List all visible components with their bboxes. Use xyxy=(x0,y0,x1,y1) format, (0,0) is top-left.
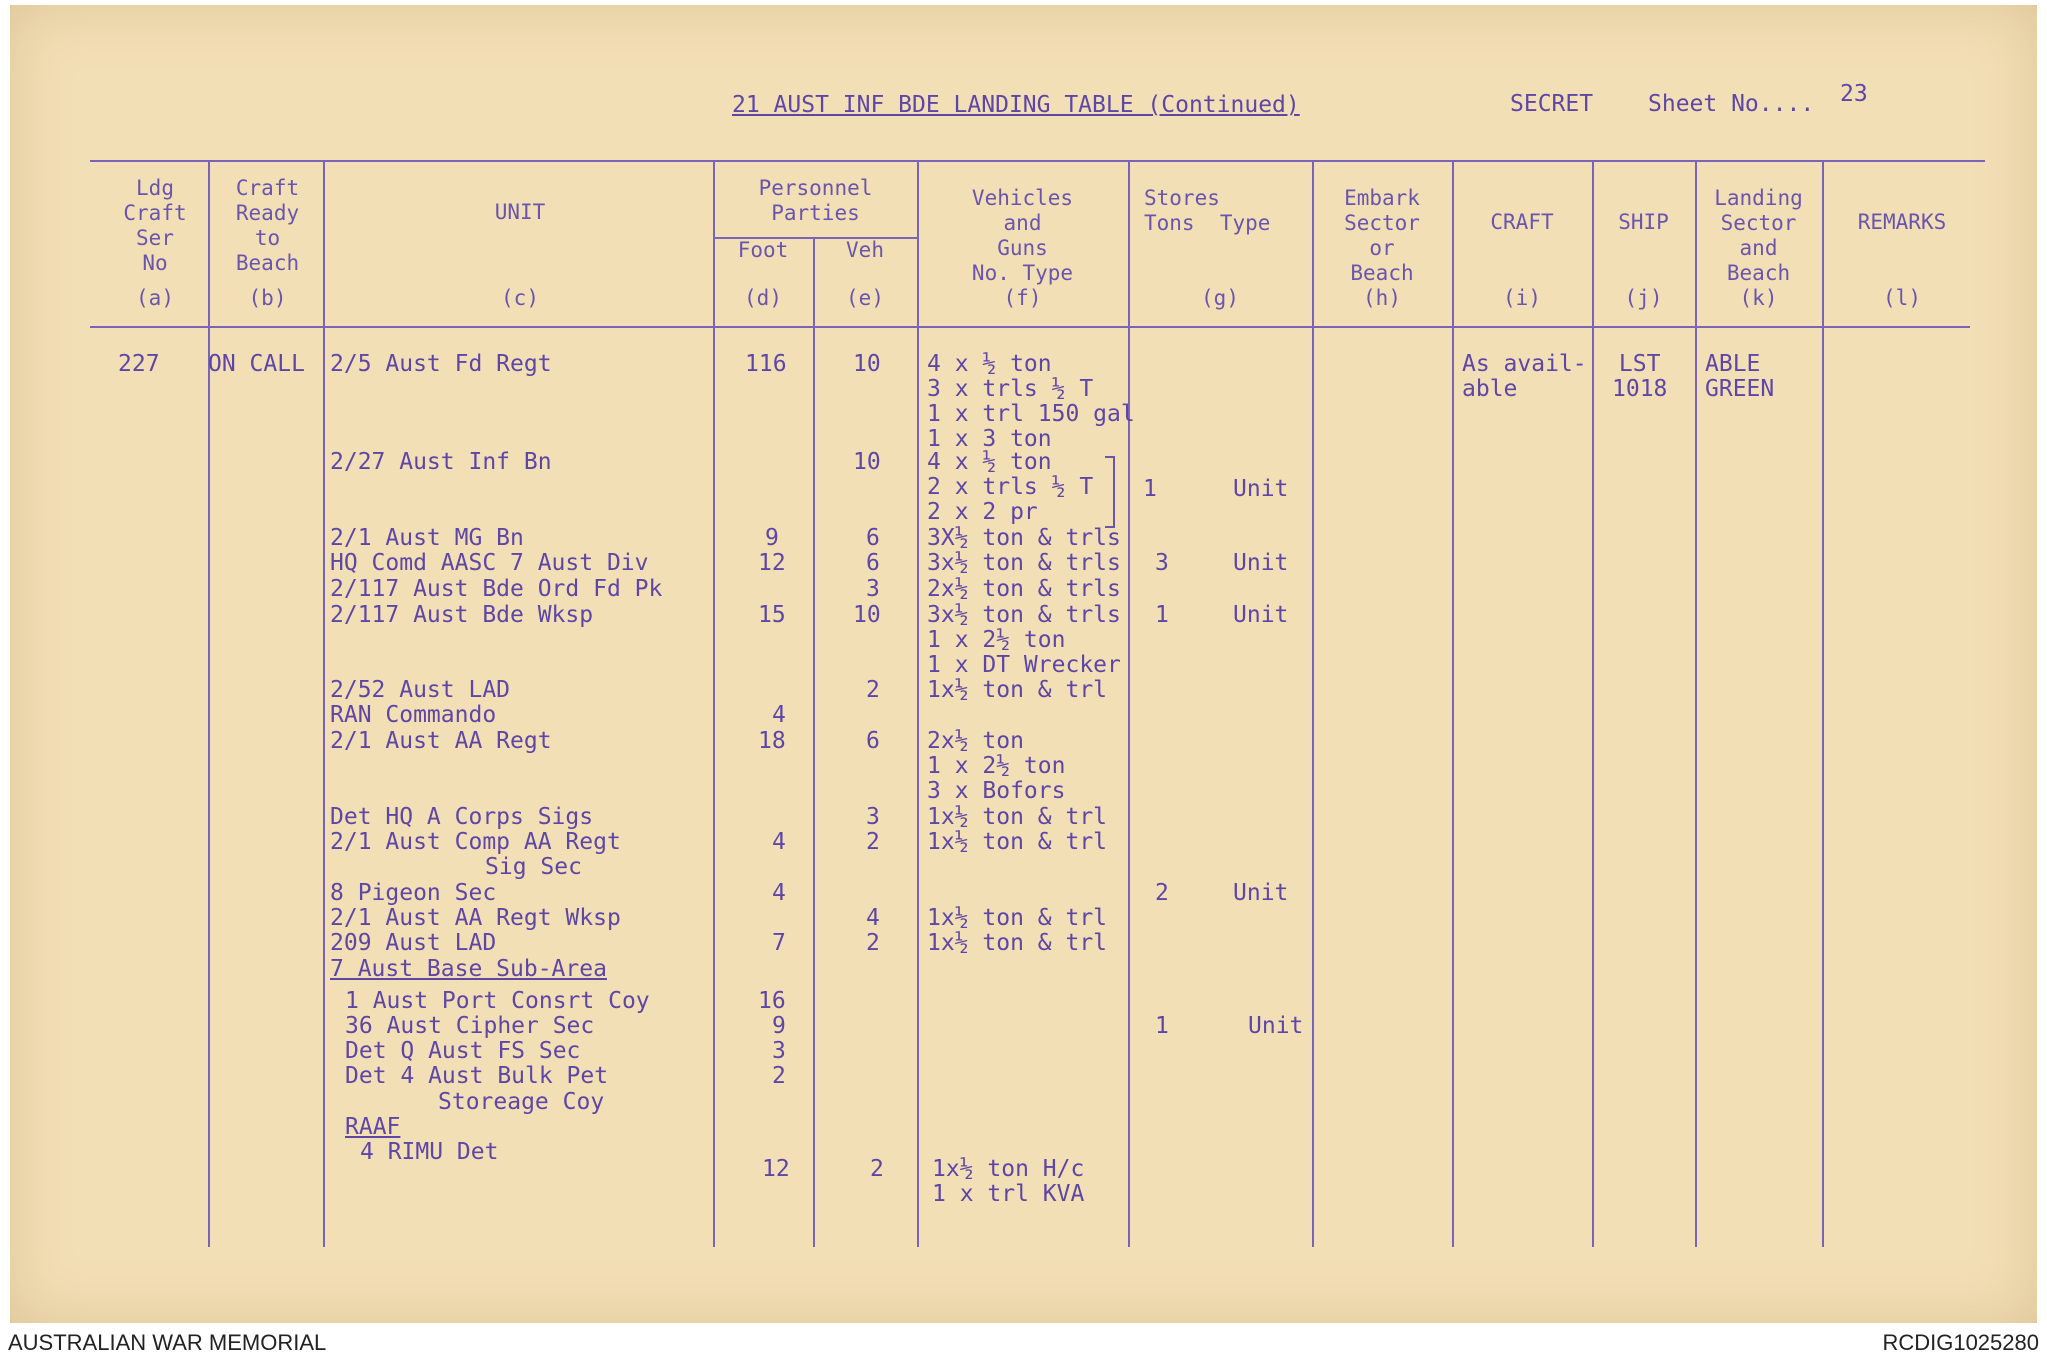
veh-cell: 2 xyxy=(866,930,880,956)
veh-cell: 10 xyxy=(853,351,881,377)
archive-credit: AUSTRALIAN WAR MEMORIAL xyxy=(8,1330,327,1355)
veh-cell: 4 xyxy=(866,905,880,931)
col-line-fg xyxy=(1128,162,1130,1247)
vehicle-entry: 1x½ ton H/c xyxy=(932,1156,1085,1182)
stores-tons: 1 xyxy=(1143,476,1157,502)
vehicle-entry: 1 x trl 150 gal xyxy=(927,401,1135,427)
foot-cell: 9 xyxy=(765,525,779,551)
header-remarks: REMARKS xyxy=(1857,210,1947,234)
unit-row: RAAF xyxy=(345,1114,401,1140)
vehicle-entry: 2 x trls ½ T xyxy=(927,474,1094,500)
foot-cell: 15 xyxy=(758,602,786,628)
header-ser-no: Ldg Craft Ser No xyxy=(123,176,187,275)
foot-cell: 4 xyxy=(772,880,786,906)
vehicle-entry: 1x½ ton & trl xyxy=(927,905,1108,931)
header-bottom-rule xyxy=(90,326,1970,328)
stores-type: Unit xyxy=(1233,476,1289,502)
col-line-ab xyxy=(208,162,210,1247)
foot-cell: 7 xyxy=(772,930,786,956)
foot-cell: 4 xyxy=(772,702,786,728)
sheet-number-label: Sheet No.... xyxy=(1648,91,1815,117)
veh-cell: 2 xyxy=(870,1156,884,1182)
header-veh: Veh xyxy=(846,238,884,262)
vehicle-entry: 1x½ ton & trl xyxy=(927,677,1108,703)
unit-row: Det 4 Aust Bulk Pet xyxy=(345,1063,609,1089)
veh-cell: 3 xyxy=(866,576,880,602)
unit-row: Det HQ A Corps Sigs xyxy=(330,804,594,830)
col-line-jk xyxy=(1695,162,1697,1247)
veh-cell: 6 xyxy=(866,728,880,754)
header-vehicles: Vehicles and Guns No. Type xyxy=(971,186,1074,285)
vehicle-entry: 3x½ ton & trls xyxy=(927,602,1121,628)
unit-row: Det Q Aust FS Sec xyxy=(345,1038,581,1064)
veh-cell: 6 xyxy=(866,550,880,576)
vehicle-entry: 1 x DT Wrecker xyxy=(927,652,1121,678)
archive-reference: RCDIG1025280 xyxy=(1882,1330,2039,1355)
stores-tons: 1 xyxy=(1155,1013,1169,1039)
unit-row: 2/5 Aust Fd Regt xyxy=(330,351,552,377)
vehicle-entry: 1x½ ton & trl xyxy=(927,930,1108,956)
foot-cell: 12 xyxy=(762,1156,790,1182)
vehicle-entry: 2 x 2 pr xyxy=(927,499,1038,525)
vehicle-entry: 1x½ ton & trl xyxy=(927,829,1108,855)
vehicle-entry: 1x½ ton & trl xyxy=(927,804,1108,830)
unit-row: 36 Aust Cipher Sec xyxy=(345,1013,595,1039)
unit-row: 2/117 Aust Bde Ord Fd Pk xyxy=(330,576,663,602)
col-line-gh xyxy=(1312,162,1314,1247)
veh-cell: 10 xyxy=(853,602,881,628)
ready-cell: ON CALL xyxy=(208,351,305,377)
vehicle-entry: 1 x trl KVA xyxy=(932,1181,1085,1207)
veh-cell: 6 xyxy=(866,525,880,551)
vehicle-entry: 3x½ ton & trls xyxy=(927,550,1121,576)
unit-row: 2/1 Aust MG Bn xyxy=(330,525,524,551)
header-foot: Foot xyxy=(737,238,789,262)
vehicle-entry: 3 x trls ½ T xyxy=(927,376,1094,402)
ser-no-cell: 227 xyxy=(118,351,160,377)
vehicle-entry: 4 x ½ ton xyxy=(927,351,1052,377)
veh-cell: 10 xyxy=(853,449,881,475)
vehicle-group-bracket xyxy=(1105,456,1115,528)
vehicle-entry: 1 x 3 ton xyxy=(927,426,1052,452)
unit-row: Sig Sec xyxy=(485,854,582,880)
letter-i: (i) xyxy=(1503,286,1541,310)
letter-d: (d) xyxy=(744,286,782,310)
header-embark: Embark Sector or Beach xyxy=(1344,186,1420,285)
stores-tons: 2 xyxy=(1155,880,1169,906)
ship-cell: LST 1018 xyxy=(1612,351,1668,402)
veh-cell: 3 xyxy=(866,804,880,830)
unit-row: 209 Aust LAD xyxy=(330,930,497,956)
letter-j: (j) xyxy=(1624,286,1663,310)
unit-row: 2/52 Aust LAD xyxy=(330,677,511,703)
document-title: 21 AUST INF BDE LANDING TABLE (Continued) xyxy=(732,92,1300,118)
col-line-de xyxy=(813,237,815,1247)
stores-tons: 1 xyxy=(1155,602,1169,628)
letter-h: (h) xyxy=(1363,286,1401,310)
stores-type: Unit xyxy=(1233,880,1289,906)
stores-type: Unit xyxy=(1233,550,1289,576)
unit-row: 2/1 Aust AA Regt xyxy=(330,728,552,754)
unit-row: 7 Aust Base Sub-Area xyxy=(330,956,607,982)
sheet-number: 23 xyxy=(1840,81,1868,107)
letter-g: (g) xyxy=(1201,286,1239,310)
foot-cell: 12 xyxy=(758,550,786,576)
vehicle-entry: 3 x Bofors xyxy=(927,778,1066,804)
unit-row: RAN Commando xyxy=(330,702,497,728)
header-personnel: Personnel Parties xyxy=(758,176,873,225)
header-landing-sector: Landing Sector and Beach xyxy=(1714,186,1803,285)
vehicle-entry: 3X½ ton & trls xyxy=(927,525,1121,551)
header-ready: Craft Ready to Beach xyxy=(235,176,300,275)
col-line-ij xyxy=(1592,162,1594,1247)
col-line-bc xyxy=(323,162,325,1247)
letter-l: (l) xyxy=(1883,286,1921,310)
unit-row: 1 Aust Port Consrt Coy xyxy=(345,988,650,1014)
col-line-hi xyxy=(1452,162,1454,1247)
stores-type: Unit xyxy=(1248,1013,1304,1039)
veh-cell: 2 xyxy=(866,677,880,703)
veh-cell: 2 xyxy=(866,829,880,855)
stores-tons: 3 xyxy=(1155,550,1169,576)
foot-cell: 18 xyxy=(758,728,786,754)
vehicle-entry: 2x½ ton & trls xyxy=(927,576,1121,602)
letter-f: (f) xyxy=(1003,286,1042,310)
unit-row: 2/117 Aust Bde Wksp xyxy=(330,602,594,628)
unit-row: 2/27 Aust Inf Bn xyxy=(330,449,552,475)
header-craft: CRAFT xyxy=(1490,210,1554,234)
foot-cell: 116 xyxy=(745,351,787,377)
stores-type: Unit xyxy=(1233,602,1289,628)
col-line-cd xyxy=(713,162,715,1247)
classification-label: SECRET xyxy=(1510,91,1594,117)
letter-b: (b) xyxy=(248,286,287,310)
vehicle-entry: 2x½ ton xyxy=(927,728,1024,754)
letter-c: (c) xyxy=(501,286,539,310)
foot-cell: 9 xyxy=(772,1013,786,1039)
foot-cell: 3 xyxy=(772,1038,786,1064)
unit-row: 2/1 Aust Comp AA Regt xyxy=(330,829,621,855)
letter-a: (a) xyxy=(136,286,174,310)
foot-cell: 4 xyxy=(772,829,786,855)
letter-k: (k) xyxy=(1739,286,1778,310)
unit-row: Storeage Coy xyxy=(438,1089,605,1115)
header-ship: SHIP xyxy=(1618,210,1669,234)
unit-row: 2/1 Aust AA Regt Wksp xyxy=(330,905,621,931)
col-line-kl xyxy=(1822,162,1824,1247)
unit-row: HQ Comd AASC 7 Aust Div xyxy=(330,550,649,576)
table-top-rule xyxy=(90,160,1985,162)
foot-cell: 2 xyxy=(772,1063,786,1089)
unit-row: 4 RIMU Det xyxy=(360,1139,499,1165)
header-unit: UNIT xyxy=(494,200,546,224)
unit-row: 8 Pigeon Sec xyxy=(330,880,497,906)
vehicle-entry: 4 x ½ ton xyxy=(927,449,1052,475)
col-line-ef xyxy=(917,162,919,1247)
vehicle-entry: 1 x 2½ ton xyxy=(927,753,1066,779)
landing-sector-cell: ABLE GREEN xyxy=(1705,351,1775,402)
foot-cell: 16 xyxy=(758,988,786,1014)
letter-e: (e) xyxy=(846,286,884,310)
vehicle-entry: 1 x 2½ ton xyxy=(927,627,1066,653)
header-stores: Stores Tons Type xyxy=(1144,186,1271,235)
craft-cell: As avail- able xyxy=(1462,351,1587,402)
